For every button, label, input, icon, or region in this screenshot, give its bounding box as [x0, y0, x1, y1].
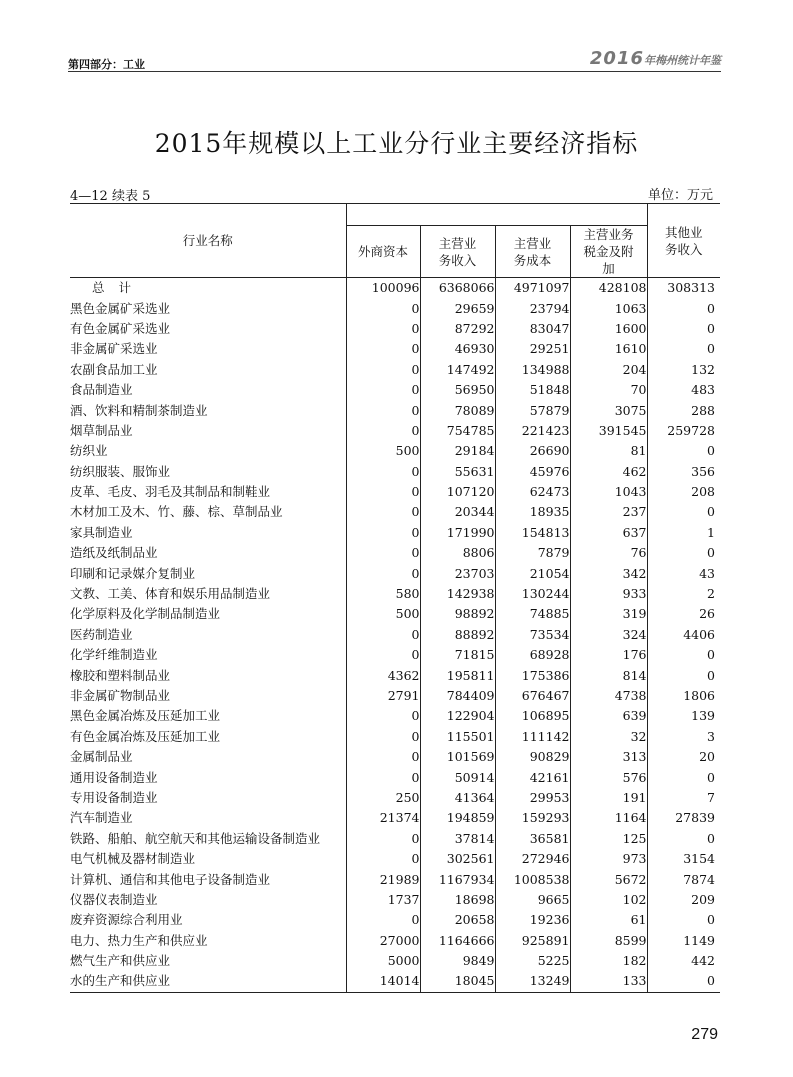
cell-foreign: 0: [346, 625, 420, 645]
cell-foreign: 0: [346, 910, 420, 930]
cell-revenue: 98892: [420, 604, 495, 624]
cell-other: 3154: [647, 849, 720, 869]
cell-foreign: 0: [346, 482, 420, 502]
industry-name: 黑色金属矿采选业: [70, 300, 171, 316]
cell-other: 356: [647, 462, 720, 482]
cell-foreign: 0: [346, 523, 420, 543]
industry-name: 通用设备制造业: [70, 769, 158, 785]
cell-revenue: 18698: [420, 890, 495, 910]
cell-cost: 18935: [495, 502, 570, 522]
cell-other: 0: [647, 543, 720, 563]
table-row: [70, 441, 720, 461]
industry-name: 有色金属矿采选业: [70, 320, 171, 336]
col-header-revenue: 主营业务收入: [420, 226, 495, 278]
cell-revenue: 302561: [420, 849, 495, 869]
cell-cost: 74885: [495, 604, 570, 624]
cell-cost: 5225: [495, 951, 570, 971]
header-rule: [68, 71, 721, 72]
cell-revenue: 195811: [420, 665, 495, 685]
cell-cost: 29953: [495, 788, 570, 808]
cell-other: 0: [647, 298, 720, 318]
table-row: [70, 890, 720, 910]
cell-revenue: 88892: [420, 625, 495, 645]
cell-tax: 5672: [570, 869, 647, 889]
cell-foreign: 0: [346, 339, 420, 359]
cell-tax: 76: [570, 543, 647, 563]
cell-other: 1149: [647, 931, 720, 951]
cell-cost: 925891: [495, 931, 570, 951]
cell-tax: 1043: [570, 482, 647, 502]
cell-foreign: 0: [346, 543, 420, 563]
cell-other: 7: [647, 788, 720, 808]
table-row: [70, 298, 720, 318]
industry-name: 专用设备制造业: [70, 789, 158, 805]
industry-name: 橡胶和塑料制品业: [70, 667, 171, 683]
industry-name: 造纸及纸制品业: [70, 545, 158, 561]
industry-name: 汽车制造业: [70, 810, 133, 826]
cell-other: 483: [647, 380, 720, 400]
cell-foreign: 0: [346, 380, 420, 400]
cell-revenue: 754785: [420, 421, 495, 441]
cell-tax: 462: [570, 462, 647, 482]
cell-other: 0: [647, 971, 720, 992]
cell-cost: 29251: [495, 339, 570, 359]
unit-label: 单位：万元: [647, 188, 713, 203]
cell-foreign: 2791: [346, 686, 420, 706]
cell-cost: 73534: [495, 625, 570, 645]
industry-name: 铁路、船舶、航空航天和其他运输设备制造业: [70, 830, 321, 846]
cell-foreign: 0: [346, 421, 420, 441]
industry-name: 金属制品业: [70, 749, 133, 765]
cell-other: 2: [647, 584, 720, 604]
table-row: [70, 625, 720, 645]
table-row: [70, 788, 720, 808]
cell-revenue: 20344: [420, 502, 495, 522]
cell-revenue: 142938: [420, 584, 495, 604]
cell-foreign: 580: [346, 584, 420, 604]
cell-revenue: 87292: [420, 319, 495, 339]
industry-name: 非金属矿物制品业: [70, 688, 171, 703]
industry-name: 化学纤维制造业: [70, 647, 158, 663]
cell-tax: 814: [570, 665, 647, 685]
table-row: [70, 849, 720, 869]
cell-other: 26: [647, 604, 720, 624]
cell-tax: 391545: [570, 421, 647, 441]
cell-tax: 81: [570, 441, 647, 461]
industry-name: 印刷和记录媒介复制业: [70, 565, 196, 581]
industry-name: 家具制造业: [70, 524, 133, 540]
industry-name: 纺织业: [70, 443, 108, 459]
cell-cost: 26690: [495, 441, 570, 461]
cell-foreign: 5000: [346, 951, 420, 971]
table-row: [70, 543, 720, 563]
table-row: [70, 686, 720, 706]
cell-tax: 1164: [570, 808, 647, 828]
cell-revenue: 9849: [420, 951, 495, 971]
col-header-cost: 主营业务成本: [495, 226, 570, 278]
col-header-foreign: 外商资本: [346, 226, 420, 278]
cell-foreign: 0: [346, 829, 420, 849]
cell-revenue: 194859: [420, 808, 495, 828]
yearbook-year: 2016: [589, 48, 644, 69]
cell-other: 208: [647, 482, 720, 502]
cell-tax: 176: [570, 645, 647, 665]
cell-cost: 57879: [495, 400, 570, 420]
cell-other: 1806: [647, 686, 720, 706]
cell-cost: 130244: [495, 584, 570, 604]
cell-cost: 4971097: [495, 278, 570, 299]
cell-cost: 19236: [495, 910, 570, 930]
cell-other: 0: [647, 665, 720, 685]
industry-name: 计算机、通信和其他电子设备制造业: [70, 871, 271, 887]
cell-foreign: 0: [346, 767, 420, 787]
cell-foreign: 0: [346, 645, 420, 665]
cell-foreign: 4362: [346, 665, 420, 685]
cell-cost: 1008538: [495, 869, 570, 889]
cell-foreign: 27000: [346, 931, 420, 951]
cell-revenue: 101569: [420, 747, 495, 767]
table-row: [70, 645, 720, 665]
table-row: [70, 563, 720, 583]
table-row: [70, 339, 720, 359]
cell-cost: 9665: [495, 890, 570, 910]
cell-tax: 133: [570, 971, 647, 992]
page-header: [68, 48, 721, 72]
table-row: [70, 747, 720, 767]
cell-tax: 182: [570, 951, 647, 971]
table-row: [70, 767, 720, 787]
cell-other: 288: [647, 400, 720, 420]
cell-other: 20: [647, 747, 720, 767]
cell-other: 442: [647, 951, 720, 971]
cell-revenue: 8806: [420, 543, 495, 563]
cell-revenue: 20658: [420, 910, 495, 930]
cell-tax: 319: [570, 604, 647, 624]
cell-other: 132: [647, 360, 720, 380]
table-row: [70, 604, 720, 624]
table-row: [70, 931, 720, 951]
table-row: [70, 502, 720, 522]
cell-revenue: 107120: [420, 482, 495, 502]
cell-other: 27839: [647, 808, 720, 828]
cell-tax: 324: [570, 625, 647, 645]
cell-tax: 237: [570, 502, 647, 522]
table-row: [70, 319, 720, 339]
cell-revenue: 78089: [420, 400, 495, 420]
table-row: [70, 462, 720, 482]
col-header-tax: 主营业务税金及附加: [570, 226, 647, 278]
industry-name: 电气机械及器材制造业: [70, 851, 196, 867]
table-row: [70, 727, 720, 747]
cell-cost: 175386: [495, 665, 570, 685]
industry-name: 纺织服装、服饰业: [70, 463, 171, 479]
cell-tax: 313: [570, 747, 647, 767]
cell-cost: 23794: [495, 298, 570, 318]
industry-name: 烟草制品业: [70, 422, 133, 438]
cell-foreign: 0: [346, 727, 420, 747]
cell-revenue: 147492: [420, 360, 495, 380]
cell-other: 43: [647, 563, 720, 583]
table-row: [70, 380, 720, 400]
cell-cost: 36581: [495, 829, 570, 849]
cell-cost: 134988: [495, 360, 570, 380]
table-row: [70, 951, 720, 971]
industry-name: 非金属矿采选业: [70, 341, 158, 357]
table-row: [70, 584, 720, 604]
cell-tax: 637: [570, 523, 647, 543]
cell-revenue: 6368066: [420, 278, 495, 299]
cell-tax: 70: [570, 380, 647, 400]
col-header-name: 行业名称: [70, 204, 346, 278]
industry-name: 废弃资源综合利用业: [70, 912, 183, 928]
cell-other: 0: [647, 339, 720, 359]
cell-other: 1: [647, 523, 720, 543]
cell-cost: 159293: [495, 808, 570, 828]
section-label: 第四部分：工业: [68, 58, 145, 71]
cell-revenue: 71815: [420, 645, 495, 665]
cell-cost: 68928: [495, 645, 570, 665]
table-row: [70, 829, 720, 849]
cell-tax: 4738: [570, 686, 647, 706]
industry-name: 皮革、毛皮、羽毛及其制品和制鞋业: [70, 484, 271, 500]
cell-cost: 106895: [495, 706, 570, 726]
industry-name: 木材加工及木、竹、藤、棕、草制品业: [70, 504, 283, 520]
cell-foreign: 0: [346, 400, 420, 420]
cell-cost: 221423: [495, 421, 570, 441]
cell-other: 0: [647, 645, 720, 665]
cell-revenue: 122904: [420, 706, 495, 726]
cell-tax: 32: [570, 727, 647, 747]
cell-tax: 639: [570, 706, 647, 726]
cell-other: 0: [647, 441, 720, 461]
cell-other: 0: [647, 829, 720, 849]
cell-cost: 676467: [495, 686, 570, 706]
cell-foreign: 0: [346, 563, 420, 583]
table-row: [70, 360, 720, 380]
cell-revenue: 1167934: [420, 869, 495, 889]
header-row: [70, 204, 720, 226]
table-row: [70, 482, 720, 502]
cell-revenue: 29184: [420, 441, 495, 461]
cell-cost: 83047: [495, 319, 570, 339]
cell-revenue: 18045: [420, 971, 495, 992]
cell-other: 0: [647, 910, 720, 930]
cell-foreign: 14014: [346, 971, 420, 992]
industry-name: 食品制造业: [70, 382, 133, 398]
cell-revenue: 37814: [420, 829, 495, 849]
cell-foreign: 100096: [346, 278, 420, 299]
cell-other: 0: [647, 319, 720, 339]
cell-tax: 933: [570, 584, 647, 604]
cell-revenue: 1164666: [420, 931, 495, 951]
cell-foreign: 0: [346, 462, 420, 482]
cell-tax: 973: [570, 849, 647, 869]
cell-foreign: 500: [346, 604, 420, 624]
table-row: [70, 706, 720, 726]
table-row: [70, 665, 720, 685]
cell-tax: 1063: [570, 298, 647, 318]
cell-tax: 428108: [570, 278, 647, 299]
cell-revenue: 29659: [420, 298, 495, 318]
table-row: [70, 971, 720, 992]
industry-name: 燃气生产和供应业: [70, 953, 171, 969]
table-row: [70, 400, 720, 420]
cell-cost: 51848: [495, 380, 570, 400]
cell-foreign: 21989: [346, 869, 420, 889]
cell-cost: 7879: [495, 543, 570, 563]
header-spacer: [346, 204, 647, 226]
cell-tax: 576: [570, 767, 647, 787]
cell-foreign: 250: [346, 788, 420, 808]
industry-name: 酒、饮料和精制茶制造业: [70, 402, 208, 418]
cell-revenue: 41364: [420, 788, 495, 808]
cell-tax: 125: [570, 829, 647, 849]
cell-cost: 42161: [495, 767, 570, 787]
cell-cost: 21054: [495, 563, 570, 583]
cell-foreign: 0: [346, 360, 420, 380]
cell-other: 7874: [647, 869, 720, 889]
cell-revenue: 115501: [420, 727, 495, 747]
cell-tax: 191: [570, 788, 647, 808]
cell-tax: 8599: [570, 931, 647, 951]
total-row: [70, 278, 720, 299]
cell-tax: 102: [570, 890, 647, 910]
industry-name: 农副食品加工业: [70, 361, 158, 377]
cell-tax: 3075: [570, 400, 647, 420]
cell-other: 4406: [647, 625, 720, 645]
yearbook-name: 年梅州统计年鉴: [644, 54, 721, 67]
page-title: 2015年规模以上工业分行业主要经济指标: [154, 129, 639, 158]
cell-cost: 272946: [495, 849, 570, 869]
cell-tax: 61: [570, 910, 647, 930]
cell-tax: 204: [570, 360, 647, 380]
table-row: [70, 808, 720, 828]
table-row: [70, 910, 720, 930]
cell-foreign: 500: [346, 441, 420, 461]
cell-cost: 13249: [495, 971, 570, 992]
cell-foreign: 0: [346, 502, 420, 522]
cell-tax: 1610: [570, 339, 647, 359]
industry-name: 有色金属冶炼及压延加工业: [70, 728, 221, 744]
cell-foreign: 21374: [346, 808, 420, 828]
cell-cost: 111142: [495, 727, 570, 747]
industry-name: 总计: [92, 280, 146, 296]
industry-name: 化学原料及化学制品制造业: [70, 606, 221, 622]
cell-other: 259728: [647, 421, 720, 441]
cell-revenue: 56950: [420, 380, 495, 400]
cell-cost: 90829: [495, 747, 570, 767]
page-number: 279: [691, 1026, 718, 1043]
cell-revenue: 46930: [420, 339, 495, 359]
cell-revenue: 23703: [420, 563, 495, 583]
industry-name: 黑色金属冶炼及压延加工业: [70, 708, 221, 724]
table-row: [70, 869, 720, 889]
table-id: 4—12 续表 5: [70, 189, 151, 204]
table-row: [70, 523, 720, 543]
cell-foreign: 0: [346, 319, 420, 339]
cell-revenue: 55631: [420, 462, 495, 482]
cell-cost: 45976: [495, 462, 570, 482]
cell-other: 0: [647, 502, 720, 522]
cell-tax: 1600: [570, 319, 647, 339]
cell-foreign: 0: [346, 298, 420, 318]
yearbook-title: [590, 48, 721, 69]
indicator-table: [70, 203, 720, 993]
cell-cost: 62473: [495, 482, 570, 502]
cell-other: 0: [647, 767, 720, 787]
cell-other: 3: [647, 727, 720, 747]
cell-other: 139: [647, 706, 720, 726]
cell-other: 209: [647, 890, 720, 910]
cell-foreign: 0: [346, 849, 420, 869]
industry-name: 电力、热力生产和供应业: [70, 932, 208, 948]
col-header-other: 其他业务收入: [647, 204, 720, 278]
cell-revenue: 50914: [420, 767, 495, 787]
cell-revenue: 171990: [420, 523, 495, 543]
industry-name: 水的生产和供应业: [70, 971, 346, 992]
industry-name: 医药制造业: [70, 626, 133, 642]
cell-tax: 342: [570, 563, 647, 583]
cell-foreign: 0: [346, 747, 420, 767]
cell-foreign: 1737: [346, 890, 420, 910]
industry-name: 文教、工美、体育和娱乐用品制造业: [70, 586, 271, 602]
cell-cost: 154813: [495, 523, 570, 543]
cell-foreign: 0: [346, 706, 420, 726]
cell-other: 308313: [647, 278, 720, 299]
table-row: [70, 421, 720, 441]
cell-revenue: 784409: [420, 686, 495, 706]
industry-name: 仪器仪表制造业: [70, 891, 158, 907]
